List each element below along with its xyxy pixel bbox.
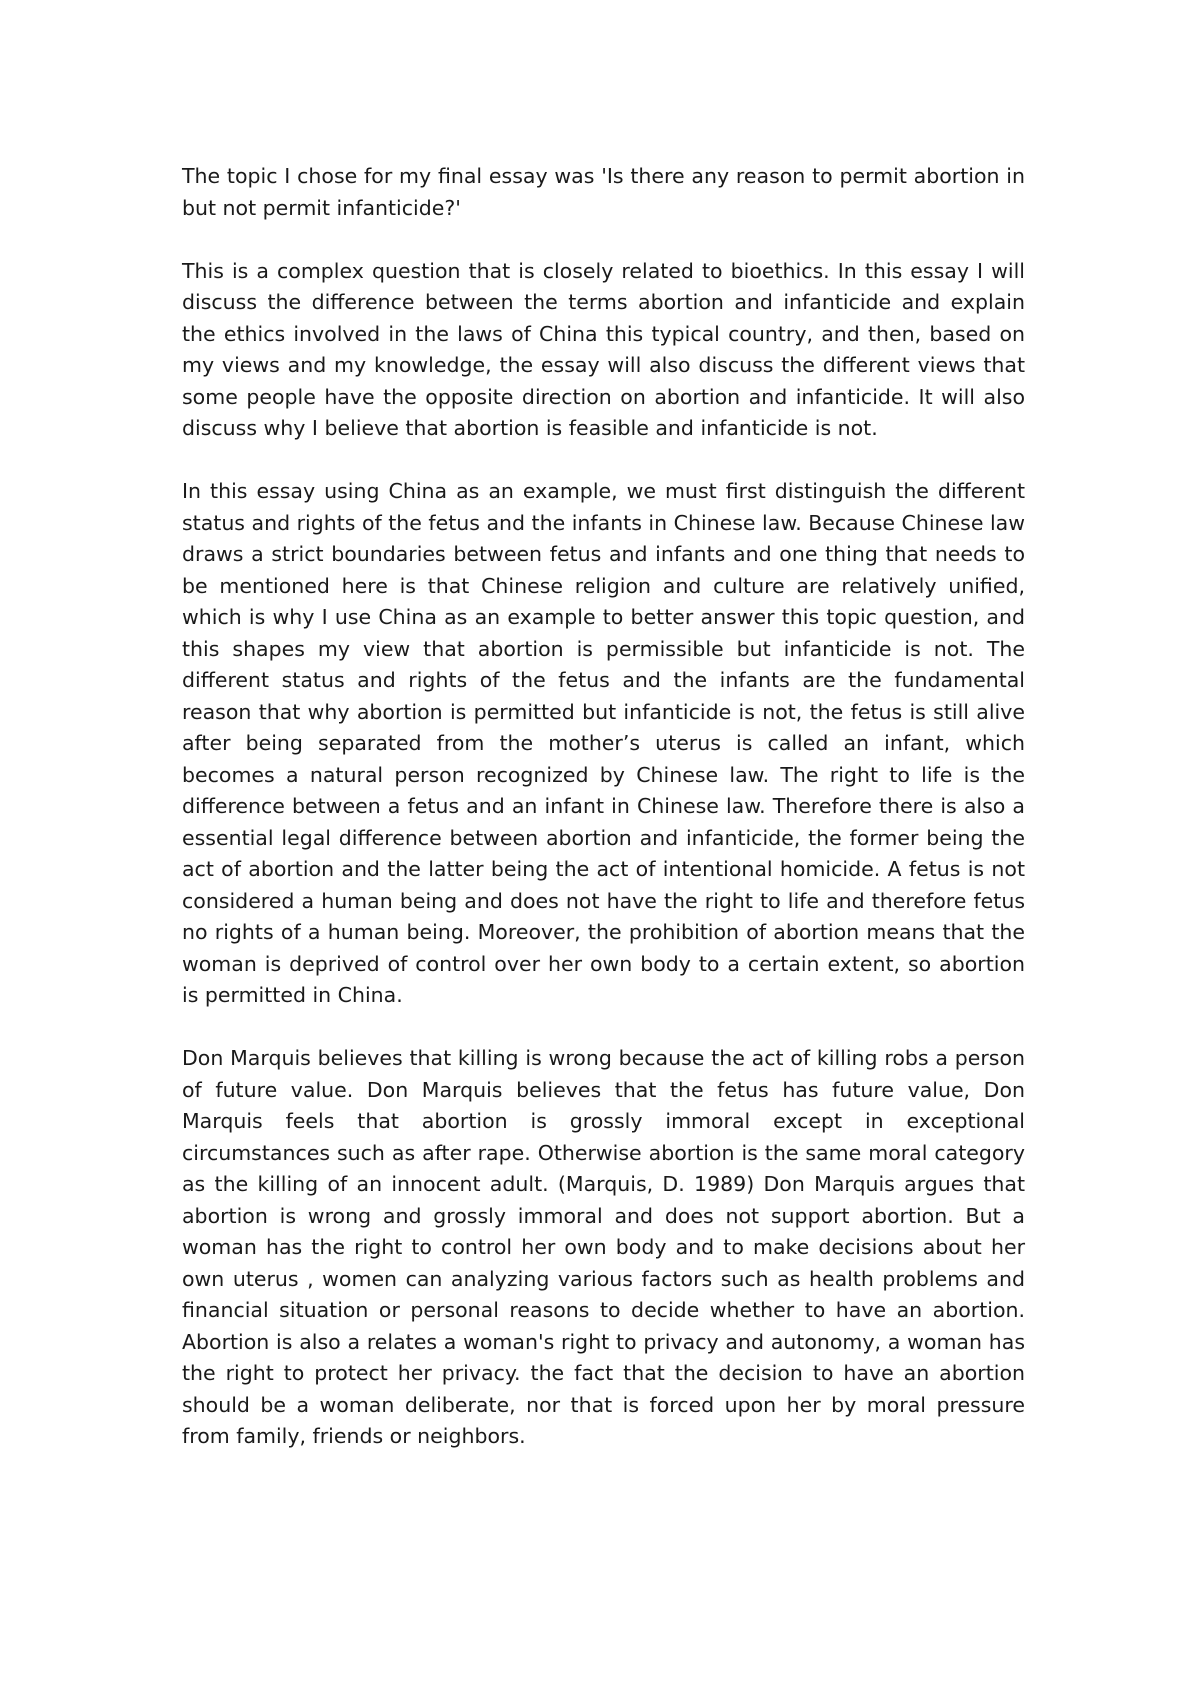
- paragraph-topic: The topic I chose for my final essay was 'Is there any reason to permit abortion in but not permit infanticide?': [182, 164, 1025, 220]
- essay-body: [182, 161, 1025, 1453]
- paragraph-don-marquis: Don Marquis believes that killing is wrong because the act of killing robs a person of future value. Don Marquis believes that the fetus has future value, Don Marquis feels that abortion is grossly immoral except in exceptional circumstances such as after rape. Otherwise abortion is the same moral category as the killing of an innocent adult. (Marquis, D. 1989) Don Marquis argues that abortion is wrong and grossly immoral and does not support abortion. But a woman has the right to control her own body and to make decisions about her own uterus , women can analyzing various factors such as health problems and financial situation or personal reasons to decide whether to have an abortion. Abortion is also a relates a woman's right to privacy and autonomy, a woman has the right to protect her privacy. the fact that the decision to have an abortion should be a woman deliberate, nor that is forced upon her by moral pressure from family, friends or neighbors.: [182, 1046, 1025, 1448]
- paragraph-introduction: This is a complex question that is closely related to bioethics. In this essay I will discuss the difference between the terms abortion and infanticide and explain the ethics involved in the laws of China this typical country, and then, based on my views and my knowledge, the essay will also discuss the different views that some people have the opposite direction on abortion and infanticide. It will also discuss why I believe that abortion is feasible and infanticide is not.: [182, 258, 1025, 440]
- paragraph-china-law: In this essay using China as an example, we must first distinguish the different status and rights of the fetus and the infants in Chinese law. Because Chinese law draws a strict boundaries between fetus and infants and one thing that needs to be mentioned here is that Chinese religion and culture are relatively unified, which is why I use China as an example to better answer this topic question, and this shapes my view that abortion is permissible but infanticide is not. The different status and rights of the fetus and the infants are the fundamental reason that why abortion is permitted but infanticide is not, the fetus is still alive after being separated from the mother’s uterus is called an infant, which becomes a natural person recognized by Chinese law. The right to life is the difference between a fetus and an infant in Chinese law. Therefore there is also a essential legal difference between abortion and infanticide, the former being the act of abortion and the latter being the act of intentional homicide. A fetus is not considered a human being and does not have the right to life and therefore fetus no rights of a human being. Moreover, the prohibition of abortion means that the woman is deprived of control over her own body to a certain extent, so abortion is permitted in China.: [182, 479, 1025, 1007]
